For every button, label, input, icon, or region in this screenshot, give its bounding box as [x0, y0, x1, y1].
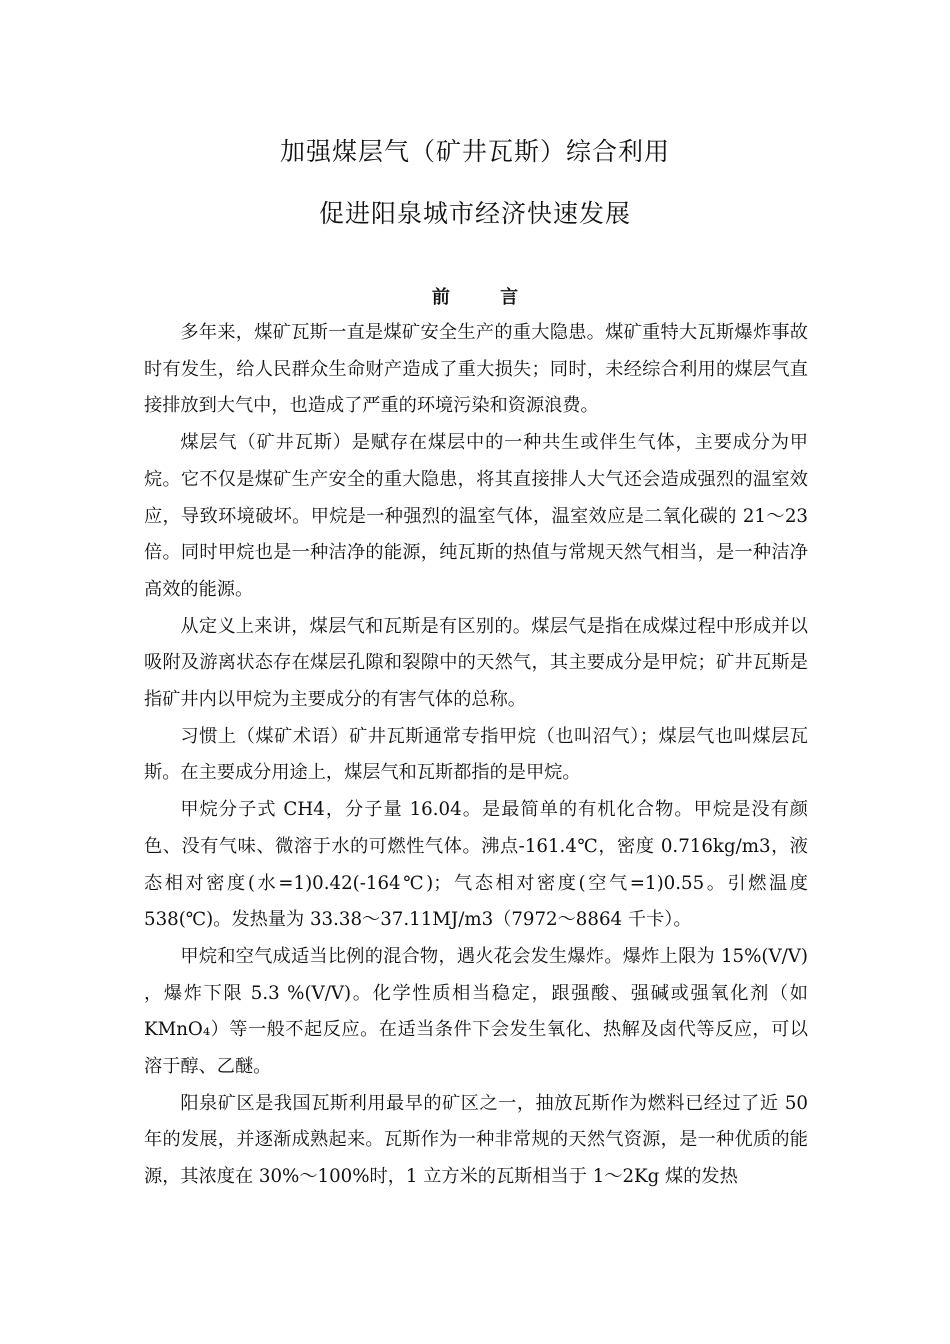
paragraph: 多年来，煤矿瓦斯一直是煤矿安全生产的重大隐患。煤矿重特大瓦斯爆炸事故时有发生，给人民群众生命财产造成了重大损失；同时，未经综合利用的煤层气直接排放到大气中，也造成了严重的环境污染和资源浪费。 [144, 322, 808, 417]
paragraph: 煤层气（矿井瓦斯）是赋存在煤层中的一种共生或伴生气体，主要成分为甲烷。它不仅是煤矿生产安全的重大隐患，将其直接排人大气还会造成强烈的温室效应，导致环境破坏。甲烷是一种强烈的温室气体，温室效应是二氧化碳的 21～23 倍。同时甲烷也是一种洁净的能源，纯瓦斯的热值与常规天然气相当，是一种洁净高效的能源。 [144, 432, 808, 600]
document-title-line-1: 加强煤层气（矿井瓦斯）综合利用 [279, 137, 670, 166]
section-heading: 前 言 [431, 287, 541, 308]
paragraph: 从定义上来讲，煤层气和瓦斯是有区别的。煤层气是指在成煤过程中形成并以吸附及游离状态存在煤层孔隙和裂隙中的天然气，其主要成分是甲烷；矿井瓦斯是指矿井内以甲烷为主要成分的有害气体的总称。 [144, 615, 808, 711]
document-title-line-2: 促进阳泉城市经济快速发展 [318, 199, 631, 228]
paragraph: 甲烷分子式 CH4，分子量 16.04。是最简单的有机化合物。甲烷是没有颜色、没有气味、微溶于水的可燃性气体。沸点-161.4℃，密度 0.716kg/m3，液态相对密度(水=1)0.42(-164℃)；气态相对密度(空气=1)0.55。引燃温度 538(℃)。发热量为 33.38～37.11MJ/m3（7972～8864 千卡）。 [144, 799, 808, 931]
paragraph: 甲烷和空气成适当比例的混合物，遇火花会发生爆炸。爆炸上限为 15%(V/V) ，爆炸下限 5.3 %(V/V)。化学性质相当稳定，跟强酸、强碱或强氧化剂（如 KMnO₄）等一般不起反应。在适当条件下会发生氧化、热解及卤代等反应，可以溶于醇、乙醚。 [144, 945, 808, 1078]
paragraph: 习惯上（煤矿术语）矿井瓦斯通常专指甲烷（也叫沼气）；煤层气也叫煤层瓦斯。在主要成分用途上，煤层气和瓦斯都指的是甲烷。 [144, 725, 808, 784]
body-text [144, 315, 808, 1196]
paragraph: 阳泉矿区是我国瓦斯利用最早的矿区之一，抽放瓦斯作为燃料已经过了近 50 年的发展，并逐渐成熟起来。瓦斯作为一种非常规的天然气资源，是一种优质的能源，其浓度在 30%～100%时，1 立方米的瓦斯相当于 1～2Kg 煤的发热 [144, 1092, 808, 1188]
